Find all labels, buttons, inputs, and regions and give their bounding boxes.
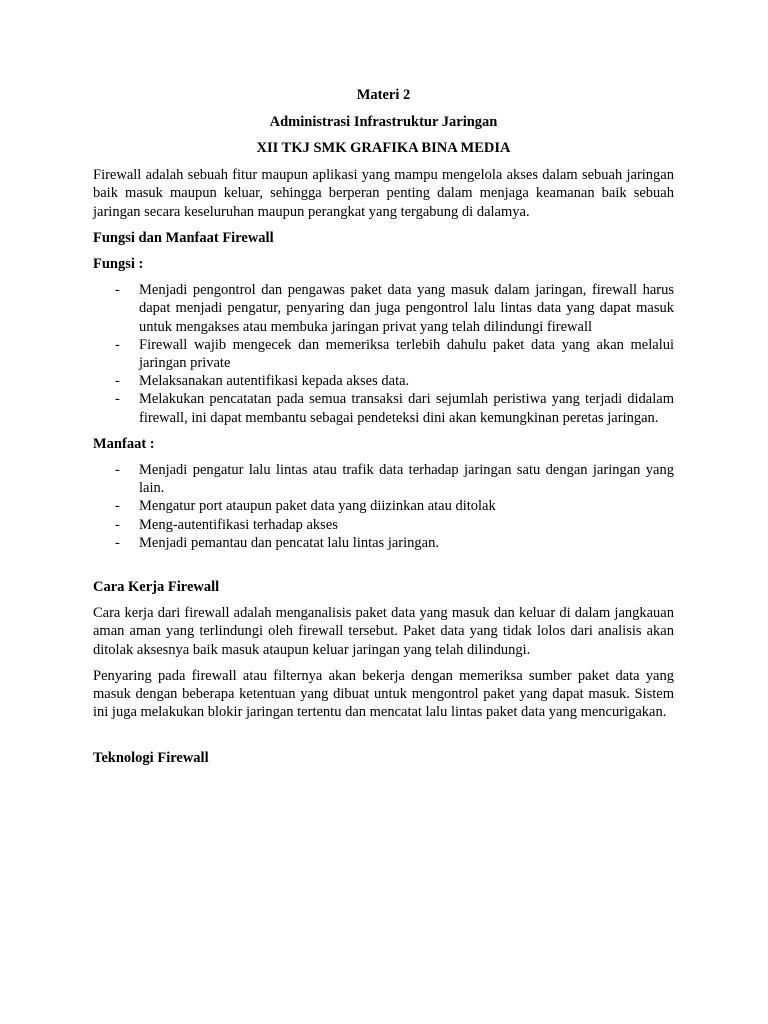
fungsi-label: Fungsi : xyxy=(93,255,144,272)
title-block xyxy=(93,86,674,158)
section-heading-teknologi: Teknologi Firewall xyxy=(93,750,209,767)
intro-paragraph: Firewall adalah sebuah fitur maupun aplikasi yang mampu mengelola akses dalam sebuah jaringan baik masuk maupun keluar, sehingga berperan penting dalam menjaga keamanan baik sebuah jaringan secara keseluruhan maupun perangkat yang tergabung di dalamya. xyxy=(93,167,674,220)
list-item xyxy=(93,372,674,390)
fungsi-list xyxy=(93,281,674,427)
list-item-text: Menjadi pemantau dan pencatat lalu lintas jaringan. xyxy=(139,534,439,551)
dash-bullet: - xyxy=(115,498,120,515)
dash-bullet: - xyxy=(115,534,120,551)
manfaat-list xyxy=(93,461,674,552)
dash-bullet: - xyxy=(115,282,120,299)
dash-bullet: - xyxy=(115,336,120,353)
cara-kerja-paragraph: Penyaring pada firewall atau filternya akan bekerja dengan memeriksa sumber paket data yang masuk dengan beberapa ketentuan yang dibuat untuk mengontrol paket yang dapat masuk. Sistem ini juga melakukan blokir jaringan tertentu dan mencatat lalu lintas paket data yang mencurigakan. xyxy=(93,667,674,721)
dash-bullet: - xyxy=(115,461,120,478)
manfaat-label: Manfaat : xyxy=(93,435,155,452)
list-item-text: Menjadi pengatur lalu lintas atau trafik data terhadap jaringan satu dengan jaringan yang lain. xyxy=(139,461,674,497)
list-item-text: Firewall wajib mengecek dan memeriksa terlebih dahulu paket data yang akan melalui jaringan private xyxy=(139,336,674,371)
dash-bullet: - xyxy=(115,391,120,408)
cara-kerja-paragraph: Cara kerja dari firewall adalah menganalisis paket data yang masuk dan keluar di dalam jangkauan aman aman yang terlindungi oleh firewall tersebut. Paket data yang tidak lolos dari analisis akan ditolak aksesnya baik masuk ataupun keluar jaringan yang telah dilindungi. xyxy=(93,605,674,658)
section-heading-cara-kerja: Cara Kerja Firewall xyxy=(93,578,220,595)
list-item-text: Menjadi pengontrol dan pengawas paket data yang masuk dalam jaringan, firewall harus dapat menjadi pengatur, penyaring dan juga pengontrol lalu lintas data yang dapat masuk untuk mengakses atau membuka jaringan privat yang telah dilindungi firewall xyxy=(139,282,674,335)
section-heading-fungsi-manfaat: Fungsi dan Manfaat Firewall xyxy=(93,229,274,246)
list-item xyxy=(93,461,674,497)
dash-bullet: - xyxy=(115,516,120,533)
title-line-class: XII TKJ SMK GRAFIKA BINA MEDIA xyxy=(256,140,511,157)
document-content xyxy=(93,86,674,776)
list-item xyxy=(93,336,674,372)
list-item xyxy=(93,497,674,515)
list-item-text: Melakukan pencatatan pada semua transaksi dari sejumlah peristiwa yang terjadi didalam firewall, ini dapat membantu sebagai pendeteksi dini akan kemungkinan peretas jaringan. xyxy=(139,391,674,426)
list-item-text: Mengatur port ataupun paket data yang diizinkan atau ditolak xyxy=(139,498,496,515)
list-item-text: Meng-autentifikasi terhadap akses xyxy=(139,516,338,533)
list-item xyxy=(93,281,674,336)
list-item xyxy=(93,390,674,426)
list-item xyxy=(93,534,674,552)
list-item xyxy=(93,516,674,534)
list-item-text: Melaksanakan autentifikasi kepada akses data. xyxy=(139,373,410,390)
dash-bullet: - xyxy=(115,373,120,390)
title-line-materi: Materi 2 xyxy=(356,87,411,103)
title-line-subject: Administrasi Infrastruktur Jaringan xyxy=(269,113,498,130)
